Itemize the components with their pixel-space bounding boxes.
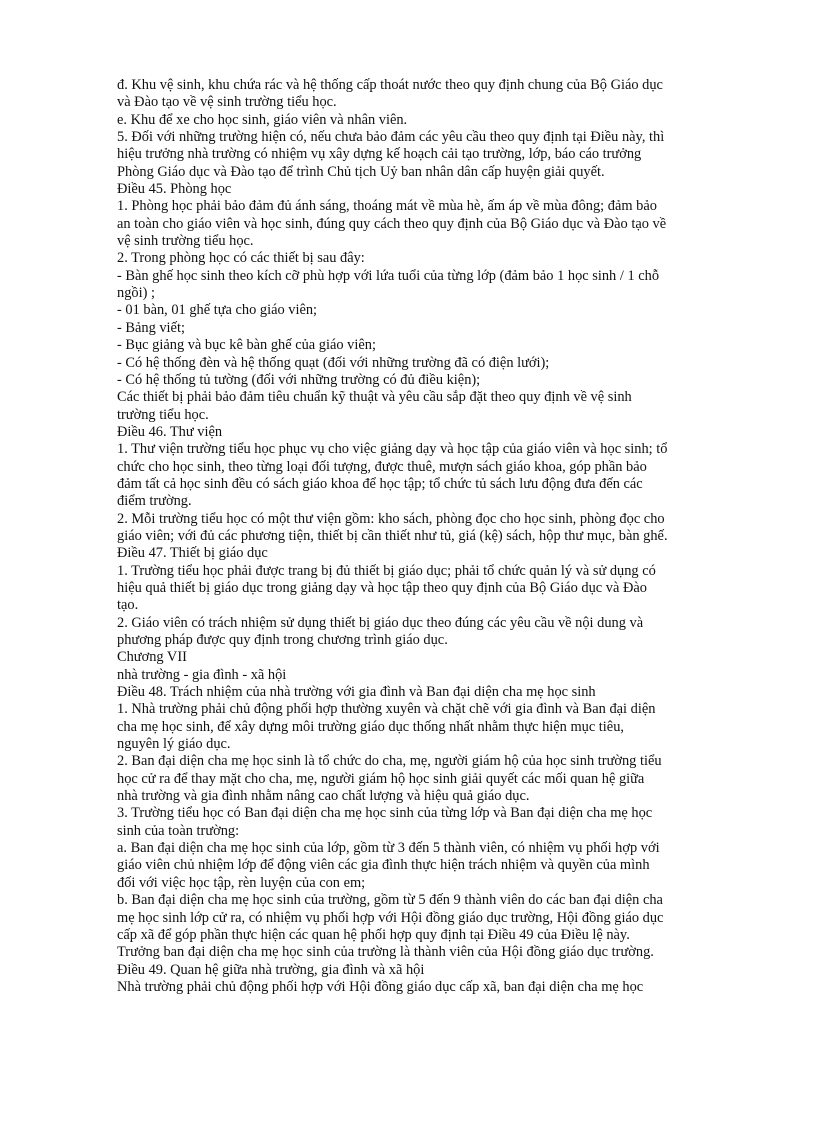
text-line: 1. Thư viện trường tiểu học phục vụ cho việc giảng dạy và học tập của giáo viên và học sinh; tổ [117, 441, 668, 458]
text-line: đối với việc học tập, rèn luyện của con em; [117, 874, 366, 891]
text-line: Trưởng ban đại diện cha mẹ học sinh của trường là thành viên của Hội đồng giáo dục trường. [117, 944, 654, 961]
text-line: hiệu quả thiết bị giáo dục trong giảng dạy và học tập theo quy định của Bộ Giáo dục và Đào [117, 579, 647, 596]
text-line: Chương VII [117, 649, 187, 666]
text-line: 2. Mỗi trường tiểu học có một thư viện gồm: kho sách, phòng đọc cho học sinh, phòng đọc cho [117, 510, 665, 527]
text-line: Điều 49. Quan hệ giữa nhà trường, gia đình và xã hội [117, 961, 425, 978]
text-line: cấp xã để góp phần thực hiện các quan hệ phối hợp quy định tại Điều 49 của Điều lệ này. [117, 926, 630, 943]
text-line: 3. Trường tiểu học có Ban đại diện cha mẹ học sinh của từng lớp và Ban đại diện cha mẹ học [117, 805, 653, 822]
text-line: 2. Ban đại diện cha mẹ học sinh là tổ chức do cha, mẹ, người giám hộ của học sinh trường tiểu [117, 753, 662, 770]
text-line: 5. Đối với những trường hiện có, nếu chưa bảo đảm các yêu cầu theo quy định tại Điều này, thì [117, 129, 665, 146]
text-line: Điều 45. Phòng học [117, 181, 232, 198]
text-line: sinh của toàn trường: [117, 822, 240, 839]
text-line: mẹ học sinh lớp cử ra, có nhiệm vụ phối hợp với Hội đồng giáo dục trường, Hội đồng giáo dục [117, 909, 664, 926]
document-page [117, 77, 747, 996]
text-line: nguyên lý giáo dục. [117, 736, 231, 753]
text-line: giáo viên; với đủ các phương tiện, thiết bị cần thiết như tủ, giá (kệ) sách, hộp thư mục, bàn ghế. [117, 527, 668, 544]
text-line: đảm tất cả học sinh đều có sách giáo khoa để học tập; tổ chức tủ sách lưu động đưa đến các [117, 475, 643, 492]
text-line: 1. Trường tiểu học phải được trang bị đủ thiết bị giáo dục; phải tổ chức quản lý và sử dụng có [117, 562, 656, 579]
text-line: 1. Nhà trường phải chủ động phối hợp thường xuyên và chặt chẽ với gia đình và Ban đại diện [117, 701, 656, 718]
text-line: Điều 48. Trách nhiệm của nhà trường với gia đình và Ban đại diện cha mẹ học sinh [117, 684, 596, 701]
text-line: Điều 47. Thiết bị giáo dục [117, 545, 268, 562]
text-line: - Có hệ thống đèn và hệ thống quạt (đối với những trường đã có điện lưới); [117, 354, 550, 371]
text-line: và Đào tạo về vệ sinh trường tiểu học. [117, 94, 337, 111]
text-line: e. Khu để xe cho học sinh, giáo viên và nhân viên. [117, 111, 408, 128]
text-line: nhà trường và gia đình nhằm nâng cao chất lượng và hiệu quả giáo dục. [117, 788, 530, 805]
text-line: - Bục giảng và bục kê bàn ghế của giáo viên; [117, 337, 376, 354]
text-line: điểm trường. [117, 493, 192, 510]
text-line: học cử ra để thay mặt cho cha, mẹ, người giám hộ học sinh giải quyết các mối quan hệ giữa [117, 770, 645, 787]
text-line: Phòng Giáo dục và Đào tạo để trình Chủ tịch Uỷ ban nhân dân cấp huyện giải quyết. [117, 163, 605, 180]
text-line: giáo viên chủ nhiệm lớp để động viên các gia đình thực hiện trách nhiệm và quyền của mình [117, 857, 650, 874]
text-line: - 01 bàn, 01 ghế tựa cho giáo viên; [117, 302, 318, 319]
text-line: nhà trường - gia đình - xã hội [117, 666, 287, 683]
text-line: hiệu trưởng nhà trường có nhiệm vụ xây dựng kế hoạch cải tạo trường, lớp, báo cáo trưởng [117, 146, 642, 163]
text-line: đ. Khu vệ sinh, khu chứa rác và hệ thống cấp thoát nước theo quy định chung của Bộ Giáo dục [117, 77, 663, 93]
text-line: a. Ban đại diện cha mẹ học sinh của lớp, gồm từ 3 đến 5 thành viên, có nhiệm vụ phối hợp với [117, 840, 660, 857]
text-line: - Bảng viết; [117, 319, 185, 336]
text-line: phương pháp được quy định trong chương trình giáo dục. [117, 632, 448, 648]
text-line: ngồi) ; [117, 285, 155, 302]
text-line: 2. Giáo viên có trách nhiệm sử dụng thiết bị giáo dục theo đúng các yêu cầu về nội dung và [117, 614, 644, 631]
text-line: trường tiểu học. [117, 406, 209, 423]
text-line: an toàn cho giáo viên và học sinh, đúng quy cách theo quy định của Bộ Giáo dục và Đào tạo về [117, 215, 667, 232]
text-line: Các thiết bị phải bảo đảm tiêu chuẩn kỹ thuật và yêu cầu sắp đặt theo quy định về vệ sinh [117, 389, 632, 406]
text-line: cha mẹ học sinh, để xây dựng môi trường giáo dục thống nhất nhằm thực hiện mục tiêu, [117, 718, 624, 735]
text-line: - Có hệ thống tủ tường (đối với những trường có đủ điều kiện); [117, 371, 481, 388]
text-line: Điều 46. Thư viện [117, 423, 223, 440]
text-line: 2. Trong phòng học có các thiết bị sau đây: [117, 250, 365, 267]
text-line: 1. Phòng học phải bảo đảm đủ ánh sáng, thoáng mát về mùa hè, ấm áp về mùa đông; đảm bảo [117, 198, 657, 215]
text-line: vệ sinh trường tiểu học. [117, 233, 254, 250]
text-line: chức cho học sinh, theo từng loại đối tượng, được thuê, mượn sách giáo khoa, góp phần bảo [117, 458, 647, 475]
text-line: b. Ban đại diện cha mẹ học sinh của trường, gồm từ 5 đến 9 thành viên do các ban đại diện cha [117, 892, 663, 909]
text-line: - Bàn ghế học sinh theo kích cỡ phù hợp với lứa tuổi của từng lớp (đảm bảo 1 học sinh / 1 chỗ [117, 267, 660, 284]
text-line: Nhà trường phải chủ động phối hợp với Hội đồng giáo dục cấp xã, ban đại diện cha mẹ học [117, 978, 644, 995]
text-line: tạo. [117, 597, 139, 614]
